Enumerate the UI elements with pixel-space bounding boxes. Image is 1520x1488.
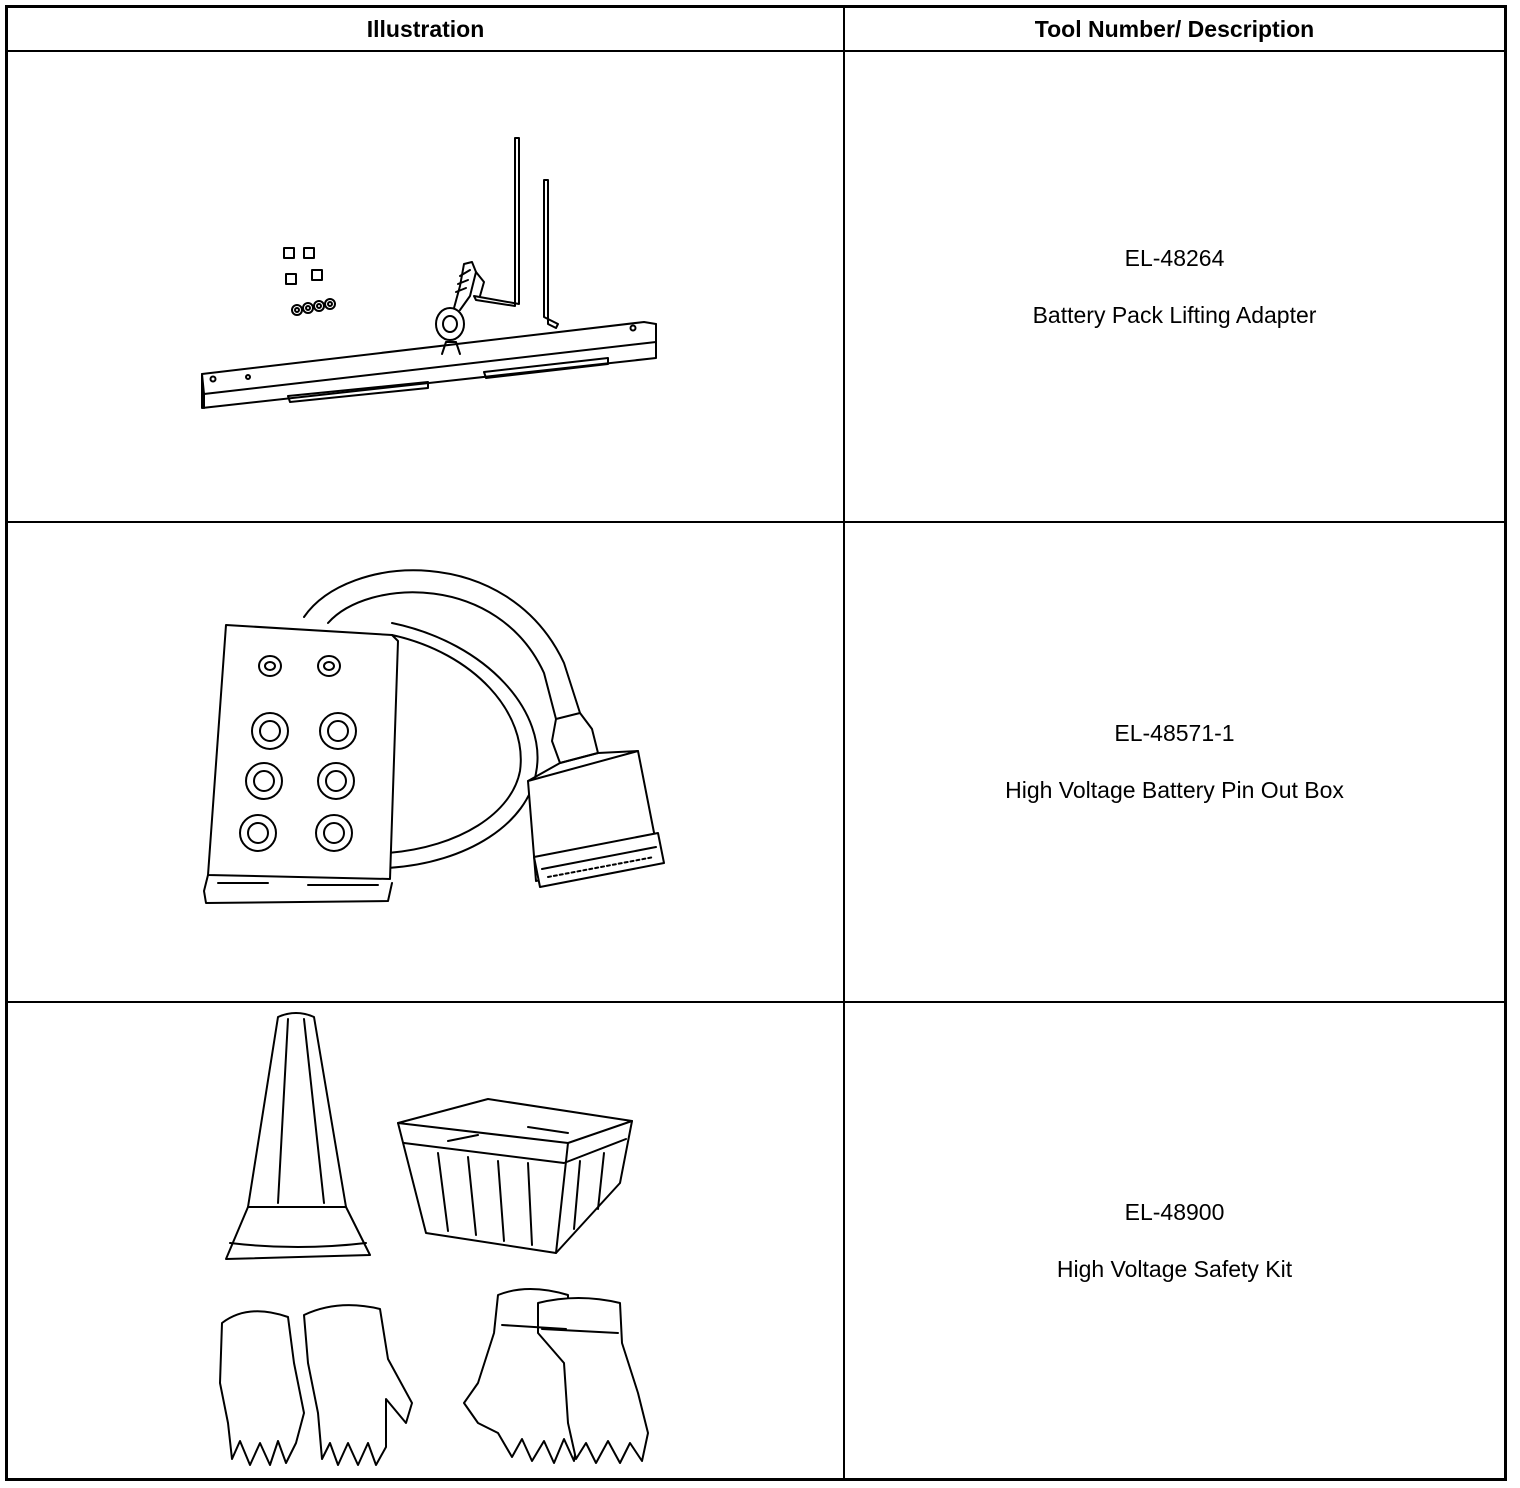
header-tool-description: Tool Number/ Description — [1034, 15, 1315, 42]
safety-kit-illustration — [8, 1003, 843, 1478]
row-1-illustration-cell — [8, 52, 843, 521]
tool-number: EL-48264 — [1124, 244, 1225, 271]
tool-description: Battery Pack Lifting Adapter — [1032, 301, 1317, 328]
row-3-illustration-cell — [8, 1003, 843, 1478]
row-2-illustration-cell — [8, 523, 843, 1001]
row-2-description-cell — [845, 523, 1504, 1001]
lifting-adapter-illustration — [8, 52, 843, 521]
tool-description: High Voltage Safety Kit — [1056, 1255, 1293, 1282]
pin-out-box-illustration — [8, 523, 843, 1001]
row-1-description-cell — [845, 52, 1504, 521]
tool-table — [5, 5, 1507, 1481]
tool-description: High Voltage Battery Pin Out Box — [1005, 777, 1344, 803]
tool-number: EL-48900 — [1124, 1198, 1225, 1225]
tool-number: EL-48571-1 — [1114, 720, 1235, 746]
row-3-description-cell — [845, 1003, 1504, 1478]
header-illustration: Illustration — [366, 15, 485, 42]
